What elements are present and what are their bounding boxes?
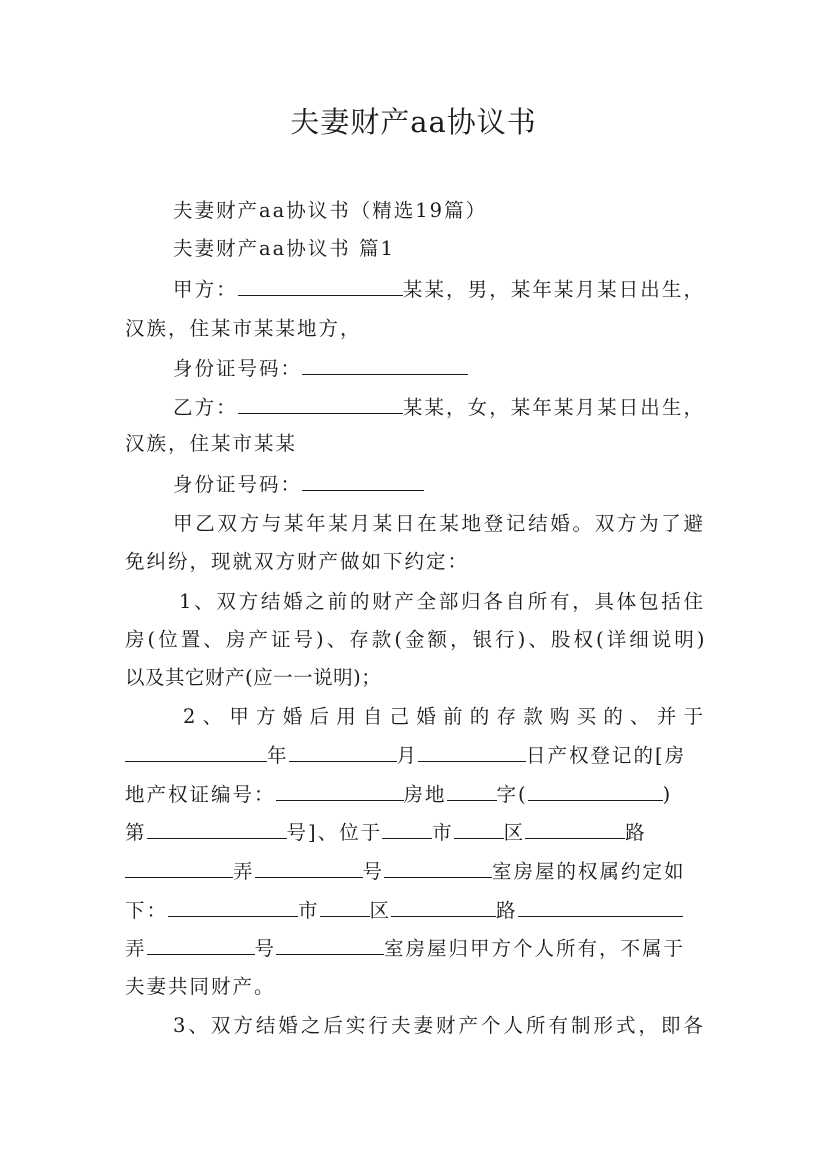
blank-zi (528, 780, 663, 801)
blank-number-2 (147, 934, 255, 955)
section-heading: 夫妻财产aa协议书 篇1 (173, 237, 395, 260)
blank-lane (125, 857, 233, 878)
clause2-line4 (125, 818, 705, 847)
blank-city-2 (168, 896, 298, 917)
word-number-2: 号 (254, 937, 277, 960)
document-title: 夫妻财产aa协议书 (290, 105, 537, 139)
word-cert-number: 地产权证编号： (125, 783, 276, 806)
word-city: 市 (432, 821, 454, 844)
word-city-2: 市 (298, 899, 320, 922)
clause2-line6 (125, 896, 705, 925)
word-lane-2: 弄 (125, 937, 147, 960)
word-lane: 弄 (233, 860, 255, 883)
party-b-label: 乙方： (173, 396, 238, 419)
word-below: 下： (125, 899, 169, 922)
blank-room-2 (276, 934, 384, 955)
blank-number (255, 857, 363, 878)
clause1-line2: 房(位置、房产证号)、存款(金额，银行)、股权(详细说明) (125, 628, 705, 651)
party-a-info: 某某，男，某年某月某日出生， (402, 278, 705, 301)
clause2-line2 (125, 741, 705, 770)
clause2-line7 (125, 934, 705, 963)
word-month: 月 (396, 744, 419, 767)
party-a-name-blank (238, 275, 403, 296)
blank-city (382, 818, 432, 839)
party-a-id-blank (302, 354, 468, 375)
party-a-label: 甲方： (173, 278, 238, 301)
blank-road (525, 818, 625, 839)
party-b-name-blank (238, 393, 403, 414)
blank-road-2 (391, 896, 496, 917)
word-di: 第 (125, 821, 147, 844)
blank-year (125, 741, 267, 762)
blank-road-tail (518, 896, 683, 917)
party-b-line2: 汉族，住某市某某 (125, 432, 298, 455)
blank-district-2 (320, 896, 370, 917)
word-hao-located: 号]、位于 (286, 821, 383, 844)
blank-fangdi (447, 780, 497, 801)
clause2-line5 (125, 857, 705, 886)
clause2-line1: 2、甲方婚后用自己婚前的存款购买的、并于 (183, 705, 705, 728)
clause1-line3: 以及其它财产(应一一说明)； (125, 666, 382, 689)
blank-district (454, 818, 504, 839)
clause2-line3 (125, 780, 705, 809)
document-subtitle: 夫妻财产aa协议书（精选19篇） (173, 199, 488, 222)
intro-line1: 甲乙双方与某年某月某日在某地登记结婚。双方为了避 (173, 512, 705, 535)
blank-day (418, 741, 526, 762)
party-a-id-label: 身份证号码： (173, 357, 303, 380)
clause1-line1: 1、双方结婚之前的财产全部归各自所有，具体包括住 (179, 590, 705, 613)
word-room-owner: 室房屋归甲方个人所有，不属于 (384, 937, 686, 960)
word-road: 路 (625, 821, 647, 844)
clause3-line1: 3、双方结婚之后实行夫妻财产个人所有制形式，即各 (173, 1014, 705, 1037)
party-b-id-label: 身份证号码： (173, 473, 303, 496)
party-b-line1 (125, 393, 705, 422)
intro-line2: 免纠纷，现就双方财产做如下约定： (125, 550, 470, 573)
word-paren-close: ) (662, 783, 673, 806)
word-road-2: 路 (496, 899, 518, 922)
word-fangdi: 房地 (403, 783, 447, 806)
word-day-registered: 日产权登记的[房 (526, 744, 687, 767)
word-number: 号 (362, 860, 385, 883)
party-a-line1 (125, 275, 705, 304)
word-year: 年 (267, 744, 289, 767)
blank-cert-number (276, 780, 404, 801)
party-b-id-line (125, 470, 705, 499)
clause2-line8: 夫妻共同财产。 (125, 975, 276, 998)
party-b-id-blank (302, 470, 424, 491)
party-a-id-line (125, 354, 705, 383)
party-b-info: 某某，女，某年某月某日出生， (402, 396, 705, 419)
word-zi: 字( (496, 783, 528, 806)
party-a-line2: 汉族，住某市某某地方， (125, 317, 362, 340)
blank-di (147, 818, 287, 839)
word-district-2: 区 (369, 899, 392, 922)
word-room-desc: 室房屋的权属约定如 (492, 860, 686, 883)
word-district: 区 (503, 821, 526, 844)
blank-room (384, 857, 492, 878)
blank-month (289, 741, 397, 762)
